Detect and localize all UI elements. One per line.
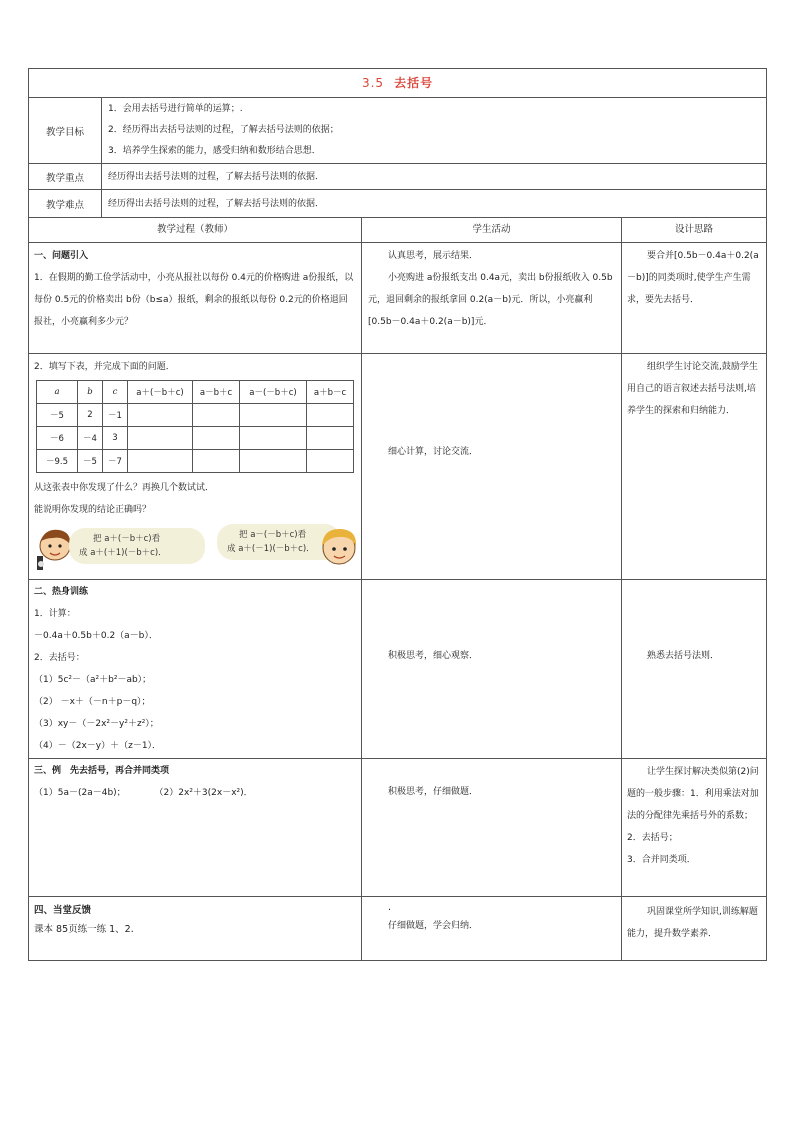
section1b-student (362, 354, 622, 580)
section4-design-text: 巩固课堂所学知识,训练解题能力，提升数学素养． (627, 907, 758, 939)
section1-problem: 1．在假期的勤工俭学活动中，小亮从报社以每份 0.4元的价格购进 a份报纸，以每份 0.5元的价格卖出 b份（b≤a）报纸，剩余的报纸以每份 0.2元的价格退回报社，小亮赢利多少元？ (34, 273, 354, 327)
lesson-number: 3.5 (361, 76, 385, 90)
hint-bubble-left (69, 528, 205, 564)
table-header: b (78, 381, 103, 404)
lesson-plan-sheet (28, 68, 766, 961)
table-row (37, 404, 354, 427)
section3-teacher (29, 759, 362, 897)
section3-design-line: 让学生探讨解决类似第(2)问题的一般步骤：1．利用乘法对加法的分配律先乘括号外的系数； (627, 767, 759, 821)
section1b-student-text: 细心计算，讨论交流． (388, 446, 479, 457)
section4-student-dot: . (388, 902, 392, 913)
table-cell: －6 (37, 427, 78, 450)
section1-design (622, 243, 767, 354)
objectives-content (102, 98, 767, 164)
section3-student (362, 759, 622, 897)
section1b-teacher (29, 354, 362, 580)
table-header: a＋b－c (307, 381, 354, 404)
table-cell: －7 (103, 450, 128, 473)
section1b-design (622, 354, 767, 580)
section2-line: 1．计算： (34, 609, 76, 619)
section2-student (362, 580, 622, 759)
objective-item: 3．培养学生探索的能力，感受归纳和数形结合思想． (108, 146, 321, 156)
table-cell (193, 450, 240, 473)
lesson-title (29, 69, 767, 98)
table-cell (240, 427, 307, 450)
section2-line: （4）－（2x－y）＋（z－1）． (34, 741, 162, 751)
table-header: a－b＋c (193, 381, 240, 404)
key-point-text: 经历得出去括号法则的过程，了解去括号法则的依据． (102, 164, 767, 190)
section2-teacher (29, 580, 362, 759)
table-row (37, 450, 354, 473)
table-cell (307, 450, 354, 473)
section4-design (622, 897, 767, 961)
column-header-teacher: 教学过程（教师） (29, 218, 362, 243)
key-point-label: 教学重点 (29, 164, 102, 190)
section4-text: 课本 85页练一练 1、2． (34, 924, 141, 935)
bubble-line: 成 a＋(－1)(－b＋c)． (227, 544, 315, 554)
section4-teacher (29, 897, 362, 961)
objective-item: 1．会用去括号进行简单的运算；. (108, 104, 243, 114)
girl-cartoon-icon (317, 524, 361, 572)
section1-student-line: 认真思考，展示结果． (388, 251, 479, 261)
section3-example2: （2）2x²＋3(2x－x²)． (154, 788, 253, 798)
section1b-question1: 从这张表中你发现了什么？再换几个数试试． (34, 483, 215, 493)
section2-line: 2．去括号： (34, 653, 85, 663)
section3-design-line: 2．去括号； (627, 833, 678, 843)
bubble-line: 成 a＋(＋1)(－b＋c)． (79, 548, 167, 558)
section4-student (362, 897, 622, 961)
table-cell (193, 427, 240, 450)
section1-teacher (29, 243, 362, 354)
section2-line: （3）xy－（－2x²－y²＋z²）； (34, 719, 159, 729)
table-cell (240, 404, 307, 427)
section3-examples (34, 782, 356, 804)
table-cell: 2 (78, 404, 103, 427)
section1-student (362, 243, 622, 354)
table-header: a (37, 381, 78, 404)
section3-title: 三、例 先去括号，再合并同类项 (34, 766, 170, 776)
section1b-intro: 2．填写下表，并完成下面的问题． (34, 362, 175, 372)
table-cell (240, 450, 307, 473)
section1b-question2: 能说明你发现的结论正确吗？ (34, 505, 152, 515)
table-header: a＋(－b＋c) (128, 381, 193, 404)
section3-student-text: 积极思考，仔细做题． (388, 787, 479, 797)
difficult-point-text: 经历得出去括号法则的过程，了解去括号法则的依据． (102, 190, 767, 218)
objective-item: 2．经历得出去括号法则的过程，了解去括号法则的依据； (108, 125, 339, 135)
difficult-point-label: 教学难点 (29, 190, 102, 218)
table-cell (128, 404, 193, 427)
column-header-design: 设计思路 (622, 218, 767, 243)
section3-design (622, 759, 767, 897)
table-cell: －5 (78, 450, 103, 473)
table-header: a－(－b＋c) (240, 381, 307, 404)
table-header: c (103, 381, 128, 404)
section2-line: （2） －x＋（－n＋p－q）； (34, 697, 151, 707)
section4-title: 四、当堂反馈 (34, 905, 92, 916)
table-cell (128, 450, 193, 473)
section1-title: 一、问题引入 (34, 251, 89, 261)
section2-line: （1）5c²－（a²＋b²－ab）； (34, 675, 152, 685)
section2-student-text: 积极思考，细心观察． (388, 651, 479, 661)
lesson-plan-table (28, 68, 767, 961)
bubble-line: 把 a－(－b＋c)看 (239, 530, 307, 540)
boy-cartoon-icon (33, 526, 73, 572)
table-cell: －9.5 (37, 450, 78, 473)
section2-line: －0.4a＋0.5b＋0.2（a－b）． (34, 631, 158, 641)
table-cell: －1 (103, 404, 128, 427)
section1-design-text: 要合并[0.5b－0.4a＋0.2(a－b)]的同类项时,使学生产生需求，要先去括号． (627, 251, 759, 305)
objectives-label: 教学目标 (29, 98, 102, 164)
section1b-design-text: 组织学生讨论交流,鼓励学生用自己的语言叙述去括号法则,培养学生的探索和归纳能力． (627, 362, 758, 416)
bubble-line: 把 a＋(－b＋c)看 (93, 534, 161, 544)
section3-example1: （1）5a－(2a－4b)； (34, 788, 126, 798)
lesson-name: 去括号 (394, 76, 434, 90)
section1-student-line: 小亮购进 a份报纸支出 0.4a元，卖出 b份报纸收入 0.5b元，退回剩余的报纸拿回 0.2(a－b)元．所以，小亮赢利[0.5b－0.4a＋0.2(a－b)]元． (368, 273, 613, 327)
section4-student-text: 仔细做题，学会归纳． (388, 921, 479, 931)
section2-design (622, 580, 767, 759)
section3-design-line: 3．合并同类项． (627, 855, 696, 865)
table-cell (128, 427, 193, 450)
value-table (36, 380, 354, 473)
table-cell: －4 (78, 427, 103, 450)
table-row (37, 427, 354, 450)
section2-title: 二、热身训练 (34, 587, 89, 597)
table-cell (193, 404, 240, 427)
table-cell (307, 427, 354, 450)
table-cell: 3 (103, 427, 128, 450)
section2-design-text: 熟悉去括号法则． (647, 651, 720, 661)
table-cell: －5 (37, 404, 78, 427)
table-cell (307, 404, 354, 427)
column-header-student: 学生活动 (362, 218, 622, 243)
